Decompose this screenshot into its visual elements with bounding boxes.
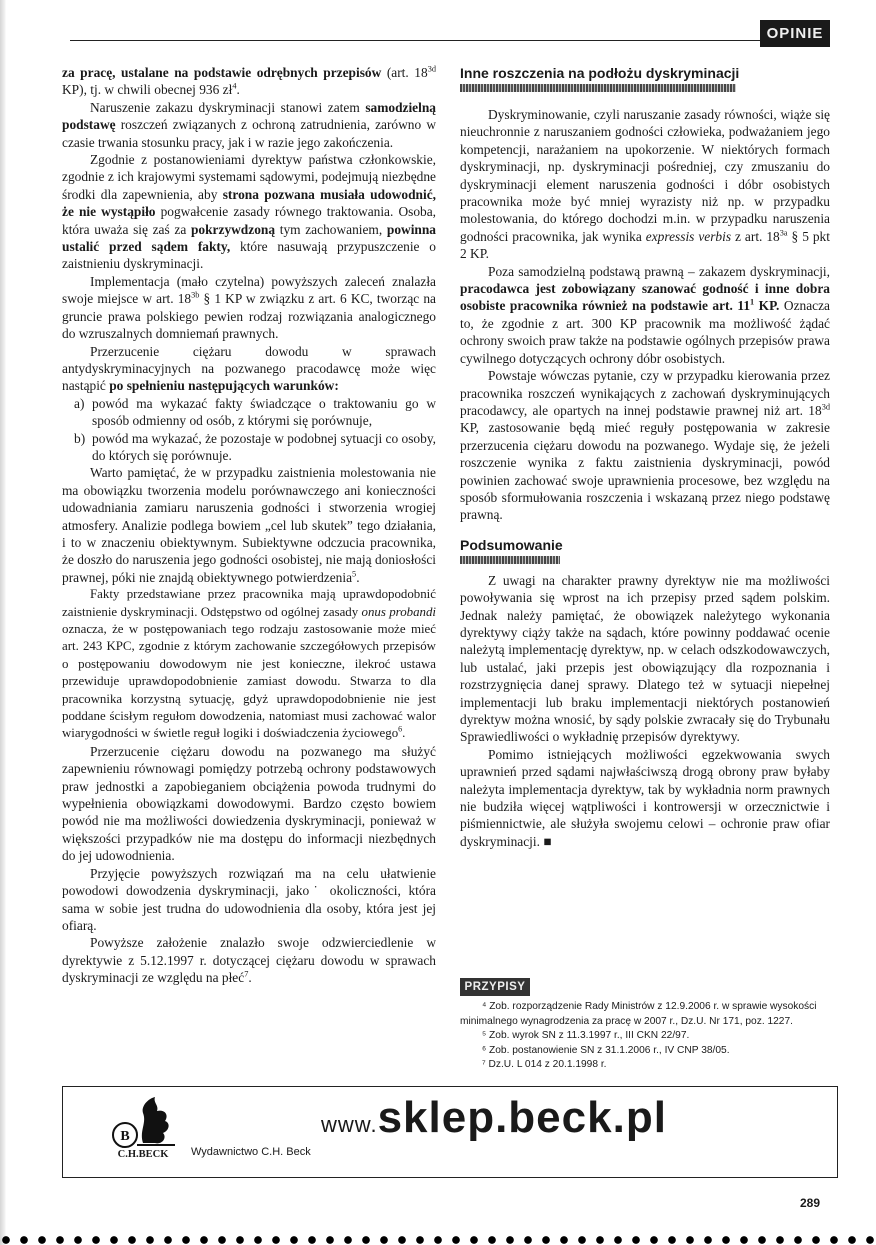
url-main: sklep.beck.pl	[377, 1093, 667, 1142]
beck-griffin-logo-icon	[103, 1093, 183, 1153]
perforation-edge	[0, 1235, 876, 1245]
list-text: powód ma wykazać fakty świadczące o traktowaniu go w sposób odmienny od osób, z którymi się porównuje,	[92, 395, 436, 429]
paragraph: za pracę, ustalane na podstawie odrębnych przepisów (art. $18^{3d}$ KP), tj. w chwili obecnej 936 $zł^4$.	[62, 64, 436, 98]
footnotes	[460, 1000, 835, 1073]
paragraph: Implementacja (mało czytelna) powyższych zaleceń znalazła swoje miejsce w art. $18^{3b}$ § 1 KP w związku z art. 6 KC, tworząc na gruncie prawa polskiego pewien rodzaj rozwiązania analogicznego do wzruszalnych domniemań prawnych.	[62, 273, 436, 342]
advertisement-banner[interactable]	[62, 1086, 838, 1178]
paragraph: Poza samodzielną podstawą prawną – zakazem dyskryminacji, pracodawca jest zobowiązany szanować godność i inne dobra osobiste pracownika również na podstawie art. $11^1$ KP. Oznacza to, że zgodnie z art. 300 KP pracownik ma możliwość żądać ochrony swoich praw także na podstawie ogólnych przepisów prawa cywilnego dotyczących ochrony dóbr osobistych.	[460, 263, 830, 366]
svg-text:B: B	[120, 1129, 130, 1144]
section-heading: Podsumowanie	[460, 536, 563, 553]
footnote: ⁷ Dz.U. L 014 z 20.1.1998 r.	[482, 1059, 607, 1071]
footnotes-label: PRZYPISY	[460, 978, 530, 996]
paragraph: Zgodnie z postanowieniami dyrektyw państwa członkowskie, zgodnie z ich krajowymi systemami sądowymi, podejmują niezbędne środki dla zapewnienia, aby strona pozwana musiała udowodnić, że nie wystąpiło pogwałcenie zasady równego traktowania. Osoba, która uważa się zaś za pokrzywdzoną tym zachowaniem, powinna ustalić przed sądem fakty, które nasuwają przypuszczenie o zaistnieniu dyskryminacji.	[62, 152, 437, 272]
paragraph: Fakty przedstawiane przez pracownika mają uprawdopodobnić zaistnienie dyskryminacji. Odstępstwo od ogólnej zasady onus probandi oznacza, że w postępowaniach tego rodzaju zastosowanie może mieć art. 243 KPC, zgodnie z którym zachowanie szczegółowych przepisów o postępowaniu dowodowym nie jest konieczne, ilekroć ustawa przewiduje uprawdopodobnienie zamiast dowodu. Stwarza to dla pracownika korzystną sytuację, gdyż uprawdopodobnienie nie jest poddane ścisłym regułom dowodzenia, natomiast musi zachować walor wiarygodności w świetle reguł logiki i doświadczenia życiowego$^6$.	[62, 587, 436, 741]
paragraph: Dyskryminowanie, czyli naruszanie zasady równości, wiąże się nieuchronnie z naruszaniem godności człowieka, podważaniem jego kompetencji, narażaniem na upokorzenie. W niektórych formach dyskryminacji, np. dyskryminacji pośredniej, czy zmuszaniu do dyskryminacji element naruszenia godności i dóbr osobistych pracownika może być mniej wyrazisty niż np. w przypadku molestowania, do którego dochodzi m.in. w przypadku naruszenia godności pracownika, jak wynika expressis verbis z art. $18^{3a}$ § 5 pkt 2 KP.	[460, 107, 830, 262]
footnote: ⁵ Zob. wyrok SN z 11.3.1997 r., III CKN 22/97.	[482, 1030, 690, 1042]
list-item	[62, 395, 436, 430]
paragraph: Powstaje wówczas pytanie, czy w przypadku kierowania przez pracownika roszczeń wynikających z zachowań dyskryminujących pracodawcy, ale opartych na innej podstawie prawnej niż art. $18^{3d}$ KP, zastosowanie będą mieć reguły postępowania w zakresie przerzucenia ciężaru dowodu na pozwanego. Wydaje się, że jeżeli roszczenie wynika z faktu zaistnienia dyskryminacji, powód powinien zachować swoje uprawnienia procesowe, bez względu na sposób sformułowania roszczenia i wskazaną przez niego podstawę prawną.	[460, 368, 830, 523]
paragraph: Przyjęcie powyższych rozwiązań ma na celu ułatwienie powodowi dowodzenia dyskryminacji, jako˙ okoliczności, która sama w sobie jest trudna do udowodnienia dla osoby, która jest jej ofiarą.	[62, 865, 436, 933]
conditions-list	[62, 395, 436, 465]
url-prefix: www.	[321, 1112, 378, 1137]
page-number: 289	[800, 1196, 821, 1210]
list-marker: b)	[74, 430, 86, 446]
footnote: ⁴ Zob. rozporządzenie Rady Ministrów z 12.9.2006 r. w sprawie wysokości minimalnego wynagrodzenia za pracę w 2007 r., Dz.U. Nr 171, poz. 1227.	[460, 1001, 817, 1027]
list-marker: a)	[74, 395, 85, 411]
left-column	[62, 64, 436, 987]
section-label: OPINIE	[760, 20, 830, 47]
publisher-name: Wydawnictwo C.H. Beck	[191, 1146, 311, 1158]
shop-url-link[interactable]	[321, 1093, 667, 1143]
paragraph: Pomimo istniejących możliwości egzekwowania swych uprawnień przed sądami najwłaściwszą drogą obrony praw byłaby należyta implementacja dyrektyw, tak by wykładnia norm prawnych nie budziła więcej wątpliwości i kontrowersji w orzecznictwie i piśmiennictwie, ale służyła swojemu celowi – ochronie praw ofiar dyskryminacji. ■	[460, 746, 830, 849]
logo-text: C.H.BECK	[117, 1149, 169, 1160]
footnote: ⁶ Zob. postanowienie SN z 31.1.2006 r., IV CNP 38/05.	[482, 1044, 730, 1056]
paragraph: Przerzucenie ciężaru dowodu w sprawach antydyskryminacyjnych na pozwanego pracodawcę może więc nastąpić po spełnieniu następujących warunków:	[62, 343, 436, 394]
heading-underline	[460, 84, 736, 92]
scan-edge-shadow	[0, 0, 6, 1245]
right-column	[460, 64, 830, 850]
heading-underline	[460, 556, 560, 564]
header-rule	[70, 40, 760, 41]
list-text: powód ma wykazać, że pozostaje w podobnej sytuacji co osoby, do których się porównuje.	[92, 430, 436, 463]
paragraph: Powyższe założenie znalazło swoje odzwierciedlenie w dyrektywie z 5.12.1997 r. dotyczącej ciężaru dowodu w sprawach dyskryminacji ze względu na płeć$^7$.	[62, 935, 436, 986]
paragraph: Z uwagi na charakter prawny dyrektyw nie ma możliwości powoływania się wprost na ich przepisy przed sądem polskim. Jednak należy pamiętać, że obowiązek należytego wykonania dyrektywy ciąży także na sądach, które powinny poddawać ocenie należytą implementację dyrektyw, np. w celach odszkodowawczych, lub ustalać, jaki przepis jest obowiązujący dla rozpoznania i rozstrzygnięcia danej sprawy. Dlatego też w sytuacji niepełnej implementacji lub braku implementacji niektórych postanowień dyrektyw można wnosić, by sądy polskie zwracały się do Trybunału Sprawiedliwości o wykładnię przepisów dyrektywy.	[460, 572, 830, 745]
paragraph: Przerzucenie ciężaru dowodu na pozwanego ma służyć zapewnieniu równowagi pomiędzy potrzebą ochrony podstawowych praw jednostki a zapobieganiem obciążenia powoda trudnymi do wypełnienia obowiązkami dowodowymi. Bardzo często bowiem powód nie ma możliwości dowiedzenia dyskryminacji, ponieważ w większości przypadków nie ma dostępu do informacji niezbędnych do jej udowodnienia.	[62, 743, 436, 864]
section-heading: Inne roszczenia na podłożu dyskryminacji	[460, 65, 740, 81]
paragraph: Warto pamiętać, że w przypadku zaistnienia molestowania nie ma obowiązku tworzenia modelu porównawczego ani konieczności udowadniania zamiaru naruszenia godności i stworzenia wrogiej atmosfery. Analizie podlega bowiem „cel lub skutek” tego działania, i to w znaczeniu obiektywnym. Subiektywne odczucia pracownika, że doszło do naruszenia jego godności osobistej, nie mają doniosłości prawnej, póki nie znajdą obiektywnego potwierdzenia$^5$.	[62, 465, 436, 585]
paragraph: Naruszenie zakazu dyskryminacji stanowi zatem samodzielną podstawę roszczeń związanych z ochroną zatrudnienia, zarówno w czasie trwania stosunku pracy, jak i w razie jego zakończenia.	[62, 99, 436, 150]
list-item	[62, 430, 436, 465]
